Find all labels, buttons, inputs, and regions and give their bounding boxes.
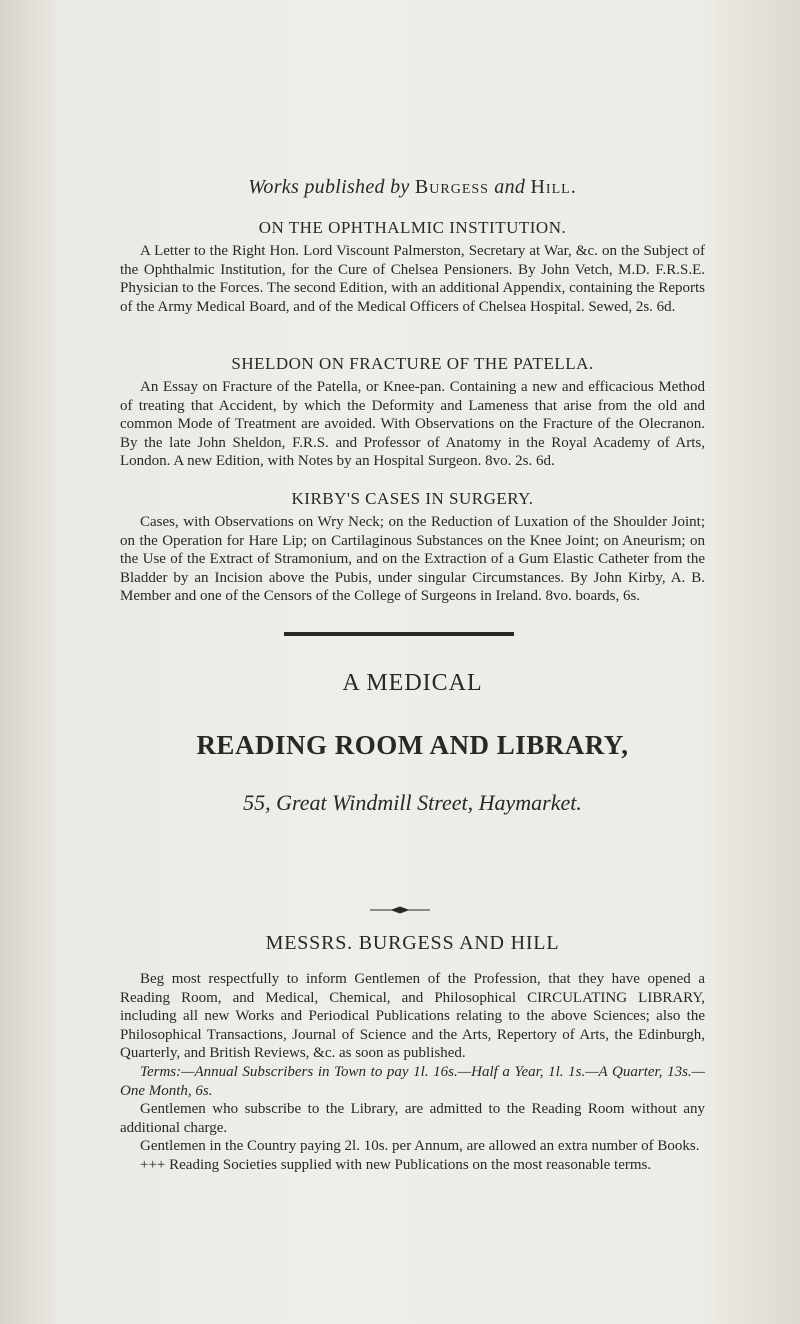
book-description: Cases, with Observations on Wry Neck; on the Reduction of Luxation of the Shoulder Joint; on the Operation for Hare Lip; on Cartilaginous Substances on the Knee Joint; on Aneurism; on the Use of the Extract of Stramonium, and on the Extraction of a Gum Elastic Catheter from the Bladder by an Incision above the Pubis, under singular Circumstances. By John Kirby, A. B. Member and one of the Censors of the College of Surgeons in Ireland. 8vo. boards, 6s.	[120, 514, 705, 605]
header-and: and	[494, 176, 526, 198]
advert-address: 55, Great Windmill Street, Haymarket.	[243, 790, 582, 815]
advert-paragraph: +++ Reading Societies supplied with new Publications on the most reasonable terms.	[140, 1156, 652, 1173]
advert-firm: MESSRS. BURGESS AND HILL	[265, 932, 560, 954]
advert-heading-line2: READING ROOM AND LIBRARY,	[196, 730, 629, 760]
book-entry-kirby	[120, 489, 705, 606]
book-entry-sheldon	[120, 354, 705, 471]
advert-paragraph: Beg most respectfully to inform Gentlemen of the Profession, that they have opened a Reading Room, and Medical, Chemical, and Philosophical CIRCULATING LIBRARY, including all new Works and Periodical Publications relating to the above Sciences; also the Philosophical Transactions, Journal of Science and the Arts, Repertory of Arts, the Edinburgh, Quarterly, and British Reviews, &c. as soon as published.	[120, 971, 705, 1062]
advert-paragraph: Gentlemen in the Country paying 2l. 10s. per Annum, are allowed an extra number of Books.	[140, 1138, 700, 1155]
book-entry-ophthalmic	[120, 218, 705, 316]
book-description: A Letter to the Right Hon. Lord Viscount Palmerston, Secretary at War, &c. on the Subject of the Ophthalmic Institution, for the Cure of Chelsea Pensioners. By John Vetch, M.D. F.R.S.E. Physician to the Forces. The second Edition, with an additional Appendix, containing the Reports of the Army Medical Board, and of the Medical Officers of Chelsea Hospital. Sewed, 2s. 6d.	[120, 243, 705, 315]
advert-body	[120, 970, 705, 1175]
header-prefix: Works published by	[248, 176, 410, 198]
header-partner: Hill.	[530, 176, 577, 198]
book-description: An Essay on Fracture of the Patella, or Knee-pan. Containing a new and efficacious Method of treating that Accident, by which the Deformity and Lameness that arise from the old and common Mode of Treatment are avoided. With Observations on the Fracture of the Olecranon. By the late John Sheldon, F.R.S. and Professor of Anatomy in the Royal Academy of Arts, London. A new Edition, with Notes by an Hospital Surgeon. 8vo. 2s. 6d.	[120, 379, 705, 470]
book-title: ON THE OPHTHALMIC INSTITUTION.	[258, 218, 567, 237]
advert-terms: Terms:—Annual Subscribers in Town to pay 1l. 16s.—Half a Year, 1l. 1s.—A Quarter, 13s.—One Month, 6s.	[120, 1063, 705, 1099]
book-title: KIRBY'S CASES IN SURGERY.	[291, 489, 534, 508]
divider-rule	[284, 632, 514, 636]
advert-paragraph: Gentlemen who subscribe to the Library, are admitted to the Reading Room without any additional charge.	[120, 1101, 705, 1136]
advert-heading-line1: A MEDICAL	[342, 670, 483, 696]
book-title: SHELDON ON FRACTURE OF THE PATELLA.	[231, 354, 594, 373]
ornament-dash-icon	[370, 905, 430, 915]
header-publisher: Burgess	[414, 176, 489, 198]
publisher-header	[120, 176, 705, 199]
